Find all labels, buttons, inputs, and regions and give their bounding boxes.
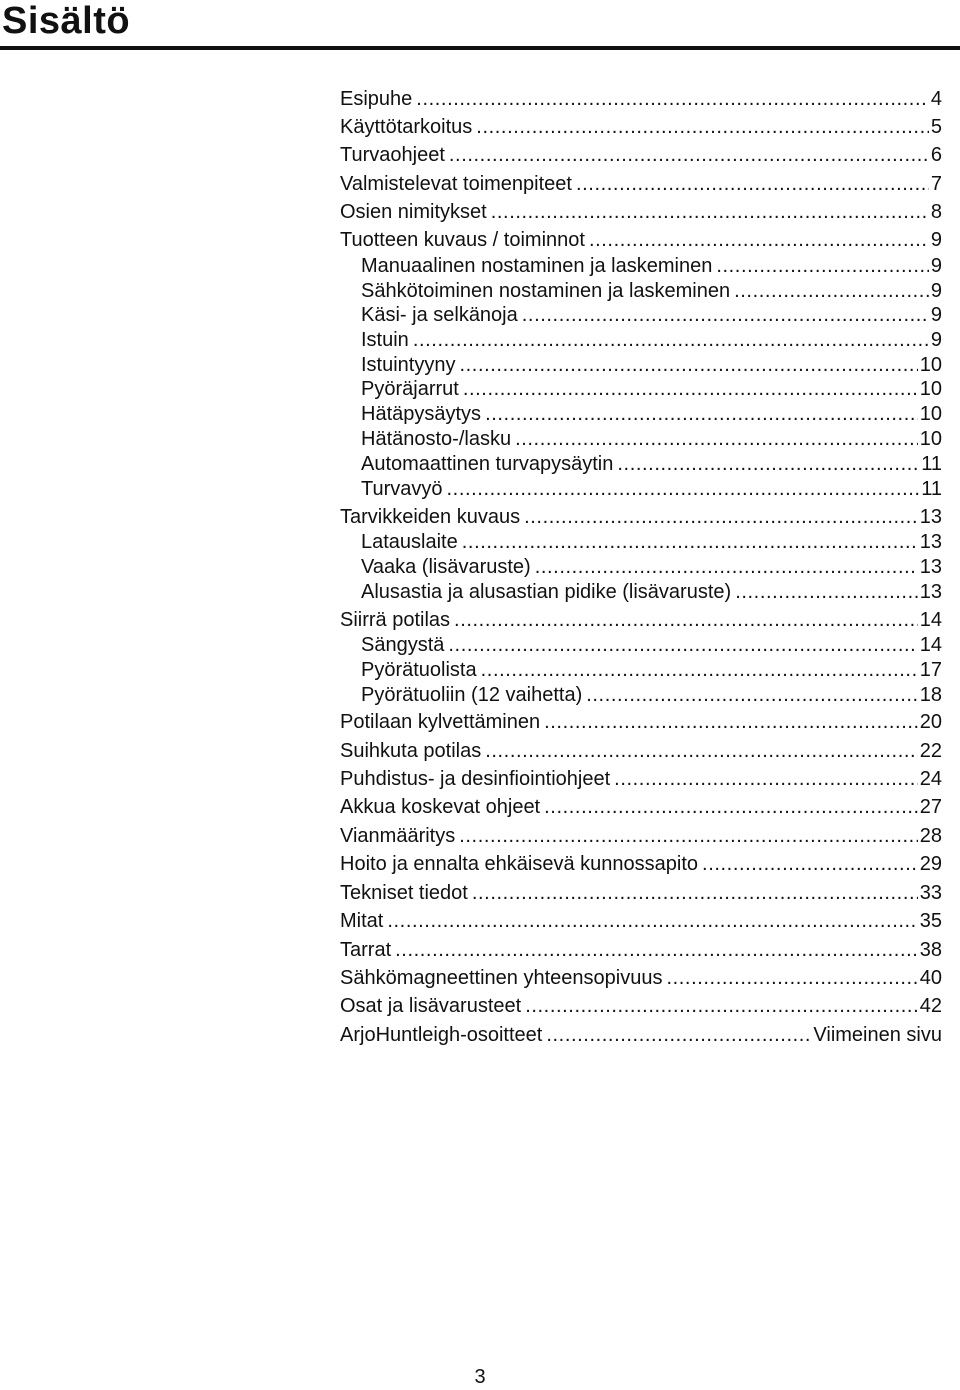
toc-entry[interactable] [361, 451, 942, 477]
toc-dot-leader [387, 908, 917, 934]
toc-entry-page: 11 [921, 453, 942, 475]
toc-dot-leader [716, 253, 929, 279]
toc-entry-label: Osien nimitykset [340, 201, 487, 223]
toc-entry-label: Osat ja lisävarusteet [340, 995, 522, 1017]
toc-dot-leader [485, 738, 918, 764]
toc-dot-leader [447, 476, 920, 502]
toc-entry[interactable] [340, 171, 942, 197]
toc-entry[interactable] [361, 278, 942, 304]
toc-dot-leader [459, 823, 918, 849]
toc-dot-leader [614, 766, 918, 792]
toc-dot-leader [734, 278, 929, 304]
toc-entry-page: 10 [919, 354, 942, 376]
toc-entry-page: 22 [919, 740, 942, 762]
toc-entry[interactable] [361, 554, 942, 580]
page-title: Sisältö [2, 0, 131, 42]
toc-entry[interactable] [361, 327, 942, 353]
toc-dot-leader [413, 327, 929, 353]
toc-entry[interactable] [361, 426, 942, 452]
toc-entry-page: 11 [921, 478, 942, 500]
toc-entry-page: 13 [919, 506, 942, 528]
toc-entry-label: Mitat [340, 910, 384, 932]
toc-entry[interactable] [340, 504, 942, 530]
toc-entry-page: 9 [930, 304, 942, 326]
toc-entry-label: Manuaalinen nostaminen ja laskeminen [361, 255, 713, 277]
toc-dot-leader [454, 607, 918, 633]
toc-entry-page: 38 [919, 939, 942, 961]
toc-dot-leader [522, 302, 929, 328]
toc-dot-leader [449, 142, 929, 168]
toc-entry-label: Hoito ja ennalta ehkäisevä kunnossapito [340, 853, 699, 875]
toc-entry[interactable] [340, 86, 942, 112]
toc-entry-label: Tarrat [340, 939, 392, 961]
toc-entry-page: 14 [919, 609, 942, 631]
toc-entry[interactable] [361, 253, 942, 279]
toc-entry[interactable] [361, 657, 942, 683]
toc-entry[interactable] [340, 709, 942, 735]
toc-entry-page: 10 [919, 378, 942, 400]
toc-entry-label: Vianmääritys [340, 825, 456, 847]
toc-entry-page: 33 [919, 882, 942, 904]
toc-entry[interactable] [361, 302, 942, 328]
toc-entry-page: 9 [930, 255, 942, 277]
toc-entry-page: 5 [930, 116, 942, 138]
toc-entry[interactable] [361, 376, 942, 402]
toc-entry[interactable] [340, 823, 942, 849]
toc-entry-page: 4 [930, 88, 942, 110]
toc-entry[interactable] [340, 1022, 942, 1048]
toc-entry[interactable] [340, 114, 942, 140]
toc-dot-leader [462, 529, 918, 555]
toc-dot-leader [666, 965, 917, 991]
toc-entry-page: 9 [930, 280, 942, 302]
toc-entry[interactable] [361, 682, 942, 708]
toc-entry-label: Hätäpysäytys [361, 403, 482, 425]
toc-entry-label: Potilaan kylvettäminen [340, 711, 541, 733]
toc-entry-page: 10 [919, 428, 942, 450]
toc-entry-label: Sängystä [361, 634, 445, 656]
toc-dot-leader [524, 504, 918, 530]
toc-dot-leader [589, 227, 929, 253]
toc-entry-page: 28 [919, 825, 942, 847]
toc-dot-leader [476, 114, 929, 140]
toc-entry-label: Turvavyö [361, 478, 443, 500]
toc-entry-label: Tekniset tiedot [340, 882, 468, 904]
toc-entry-label: Hätänosto-/lasku [361, 428, 512, 450]
toc-dot-leader [544, 794, 918, 820]
toc-dot-leader [481, 657, 918, 683]
toc-dot-leader [546, 1022, 811, 1048]
toc-entry-label: Siirrä potilas [340, 609, 451, 631]
toc-entry-label: Latauslaite [361, 531, 458, 553]
toc-entry[interactable] [361, 476, 942, 502]
toc-dot-leader [463, 376, 918, 402]
toc-entry-page: 14 [919, 634, 942, 656]
toc-entry-label: Akkua koskevat ohjeet [340, 796, 541, 818]
toc-entry-label: Tarvikkeiden kuvaus [340, 506, 521, 528]
toc-entry[interactable] [340, 880, 942, 906]
toc-entry-page: 20 [919, 711, 942, 733]
toc-dot-leader [617, 451, 919, 477]
toc-entry-page: 6 [930, 144, 942, 166]
toc-dot-leader [525, 993, 918, 1019]
toc-entry-label: Valmistelevat toimenpiteet [340, 173, 572, 195]
toc-entry-label: Pyörätuolista [361, 659, 477, 681]
toc-dot-leader [416, 86, 929, 112]
toc-entry-page: 9 [930, 229, 942, 251]
toc-entry-label: ArjoHuntleigh-osoitteet [340, 1024, 543, 1046]
toc-dot-leader [544, 709, 918, 735]
toc-dot-leader [448, 632, 917, 658]
toc-entry[interactable] [340, 766, 942, 792]
toc-entry-page: 18 [919, 684, 942, 706]
toc-entry-label: Vaaka (lisävaruste) [361, 556, 531, 578]
toc-entry-label: Esipuhe [340, 88, 413, 110]
toc-entry-page: 40 [919, 967, 942, 989]
toc-dot-leader [472, 880, 918, 906]
toc-entry-page: 35 [919, 910, 942, 932]
toc-entry-label: Istuintyyny [361, 354, 456, 376]
toc-entry-label: Pyöräjarrut [361, 378, 459, 400]
toc-entry-label: Suihkuta potilas [340, 740, 482, 762]
toc-entry[interactable] [361, 401, 942, 427]
toc-entry-label: Istuin [361, 329, 409, 351]
toc-entry[interactable] [340, 851, 942, 877]
toc-entry[interactable] [361, 529, 942, 555]
toc-entry-label: Käyttötarkoitus [340, 116, 473, 138]
toc-entry-label: Puhdistus- ja desinfiointiohjeet [340, 768, 611, 790]
toc-entry[interactable] [340, 227, 942, 253]
toc-entry-page: 13 [919, 556, 942, 578]
toc-entry-label: Alusastia ja alusastian pidike (lisävaruste) [361, 581, 732, 603]
toc-dot-leader [395, 937, 918, 963]
toc-entry-page: 24 [919, 768, 942, 790]
toc-entry-page: 13 [919, 581, 942, 603]
toc-dot-leader [735, 579, 918, 605]
toc-entry[interactable] [340, 142, 942, 168]
toc-entry-page: Viimeinen sivu [813, 1024, 942, 1046]
toc-entry-page: 27 [919, 796, 942, 818]
toc-entry[interactable] [340, 607, 942, 633]
toc-entry-page: 10 [919, 403, 942, 425]
toc-dot-leader [485, 401, 918, 427]
toc-entry[interactable] [361, 632, 942, 658]
toc-entry[interactable] [361, 579, 942, 605]
toc-entry[interactable] [340, 738, 942, 764]
toc-dot-leader [535, 554, 918, 580]
toc-entry[interactable] [340, 908, 942, 934]
toc-dot-leader [586, 682, 918, 708]
toc-dot-leader [576, 171, 929, 197]
toc-dot-leader [459, 352, 917, 378]
toc-entry-page: 13 [919, 531, 942, 553]
toc-dot-leader [491, 199, 929, 225]
toc-dot-leader [515, 426, 918, 452]
toc-entry-label: Automaattinen turvapysäytin [361, 453, 614, 475]
toc-entry[interactable] [340, 965, 942, 991]
toc-entry-label: Turvaohjeet [340, 144, 445, 166]
toc-entry[interactable] [340, 794, 942, 820]
toc-entry[interactable] [340, 199, 942, 225]
toc-entry[interactable] [340, 937, 942, 963]
toc-entry-label: Pyörätuoliin (12 vaihetta) [361, 684, 583, 706]
toc-dot-leader [702, 851, 918, 877]
toc-entry[interactable] [340, 993, 942, 1019]
title-underline [0, 46, 960, 50]
toc-entry-label: Sähkömagneettinen yhteensopivuus [340, 967, 663, 989]
toc-entry-page: 42 [919, 995, 942, 1017]
toc-entry[interactable] [361, 352, 942, 378]
toc-entry-page: 9 [930, 329, 942, 351]
toc-entry-page: 8 [930, 201, 942, 223]
toc-entry-label: Tuotteen kuvaus / toiminnot [340, 229, 585, 251]
toc-entry-page: 17 [919, 659, 942, 681]
page-number: 3 [474, 1366, 486, 1388]
toc-entry-label: Sähkötoiminen nostaminen ja laskeminen [361, 280, 731, 302]
toc-entry-label: Käsi- ja selkänoja [361, 304, 518, 326]
toc-entry-page: 29 [919, 853, 942, 875]
toc-entry-page: 7 [930, 173, 942, 195]
